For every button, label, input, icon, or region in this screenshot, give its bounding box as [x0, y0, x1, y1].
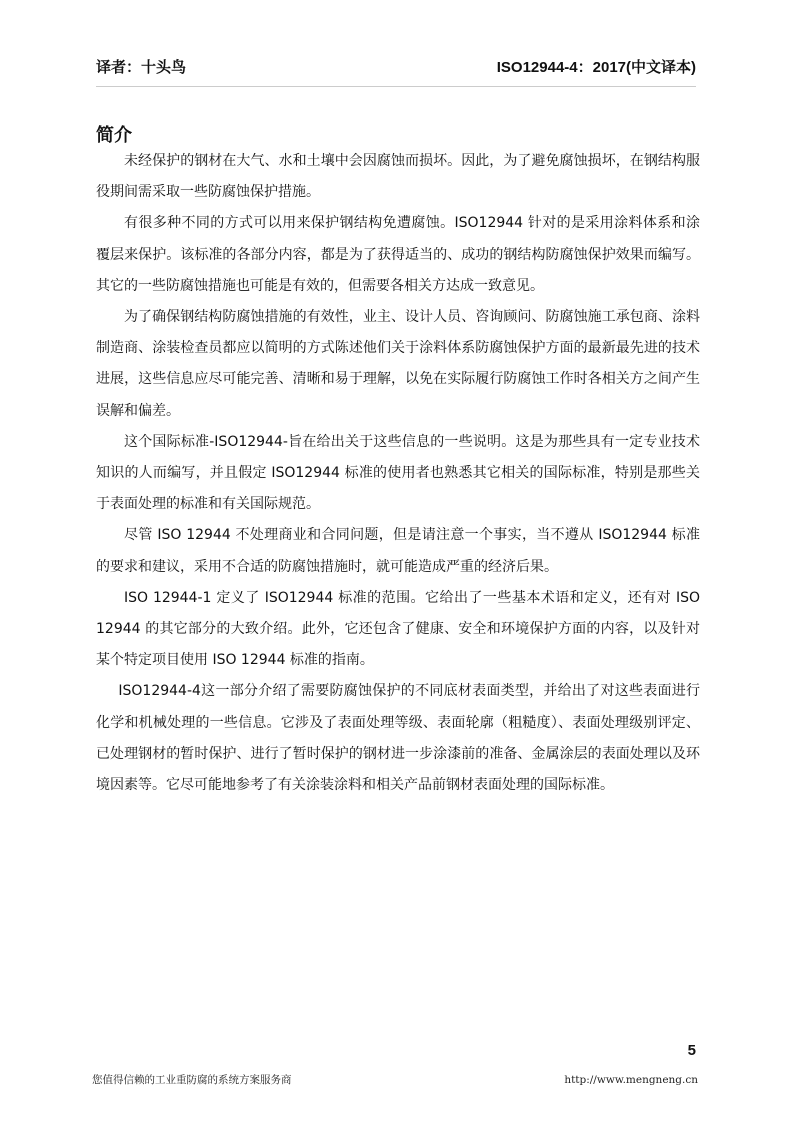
paragraph-2: 有很多种不同的方式可以用来保护钢结构免遭腐蚀。ISO12944 针对的是采用涂料体系和涂覆层来保护。该标准的各部分内容，都是为了获得适当的、成功的钢结构防腐蚀保护效果而编写。其它的一些防腐蚀措施也可能是有效的，但需要各相关方达成一致意见。 — [96, 215, 700, 294]
document-body — [96, 146, 700, 801]
paragraph-3: 为了确保钢结构防腐蚀措施的有效性，业主、设计人员、咨询顾问、防腐蚀施工承包商、涂料制造商、涂装检查员都应以简明的方式陈述他们关于涂料体系防腐蚀保护方面的最新最先进的技术进展，这些信息应尽可能完善、清晰和易于理解，以免在实际履行防腐蚀工作时各相关方之间产生误解和偏差。 — [96, 309, 700, 419]
page-number: 5 — [687, 1042, 696, 1059]
footer-url[interactable]: http://www.mengneng.cn — [564, 1074, 698, 1086]
page-header — [96, 58, 696, 80]
document-title: ISO12944-4：2017(中文译本) — [496, 59, 696, 76]
paragraph-7: ISO12944-4这一部分介绍了需要防腐蚀保护的不同底材表面类型，并给出了对这些表面进行化学和机械处理的一些信息。它涉及了表面处理等级、表面轮廓（粗糙度）、表面处理级别评定、已处理钢材的暂时保护、进行了暂时保护的钢材进一步涂漆前的准备、金属涂层的表面处理以及环境因素等。它尽可能地参考了有关涂装涂料和相关产品前钢材表面处理的国际标准。 — [96, 683, 700, 794]
paragraph-5: 尽管 ISO 12944 不处理商业和合同问题，但是请注意一个事实，当不遵从 ISO12944 标准的要求和建议，采用不合适的防腐蚀措施时，就可能造成严重的经济后果。 — [96, 527, 700, 575]
header-divider — [96, 86, 696, 87]
section-title: 简介 — [96, 125, 132, 146]
paragraph-1: 未经保护的钢材在大气、水和土壤中会因腐蚀而损坏。因此，为了避免腐蚀损坏，在钢结构服役期间需采取一些防腐蚀保护措施。 — [96, 153, 700, 201]
paragraph-4: 这个国际标准-ISO12944-旨在给出关于这些信息的一些说明。这是为那些具有一定专业技术知识的人而编写，并且假定 ISO12944 标准的使用者也熟悉其它相关的国际标准，特别是那些关于表面处理的标准和有关国际规范。 — [96, 433, 700, 513]
paragraph-6: ISO 12944-1 定义了 ISO12944 标准的范围。它给出了一些基本术语和定义，还有对 ISO 12944 的其它部分的大致介绍。此外，它还包含了健康、安全和环境保护方面的内容，以及针对某个特定项目使用 ISO 12944 标准的指南。 — [96, 589, 700, 669]
footer-tagline: 您值得信赖的工业重防腐的系统方案服务商 — [92, 1074, 292, 1086]
translator-credit: 译者：十头鸟 — [96, 59, 187, 76]
